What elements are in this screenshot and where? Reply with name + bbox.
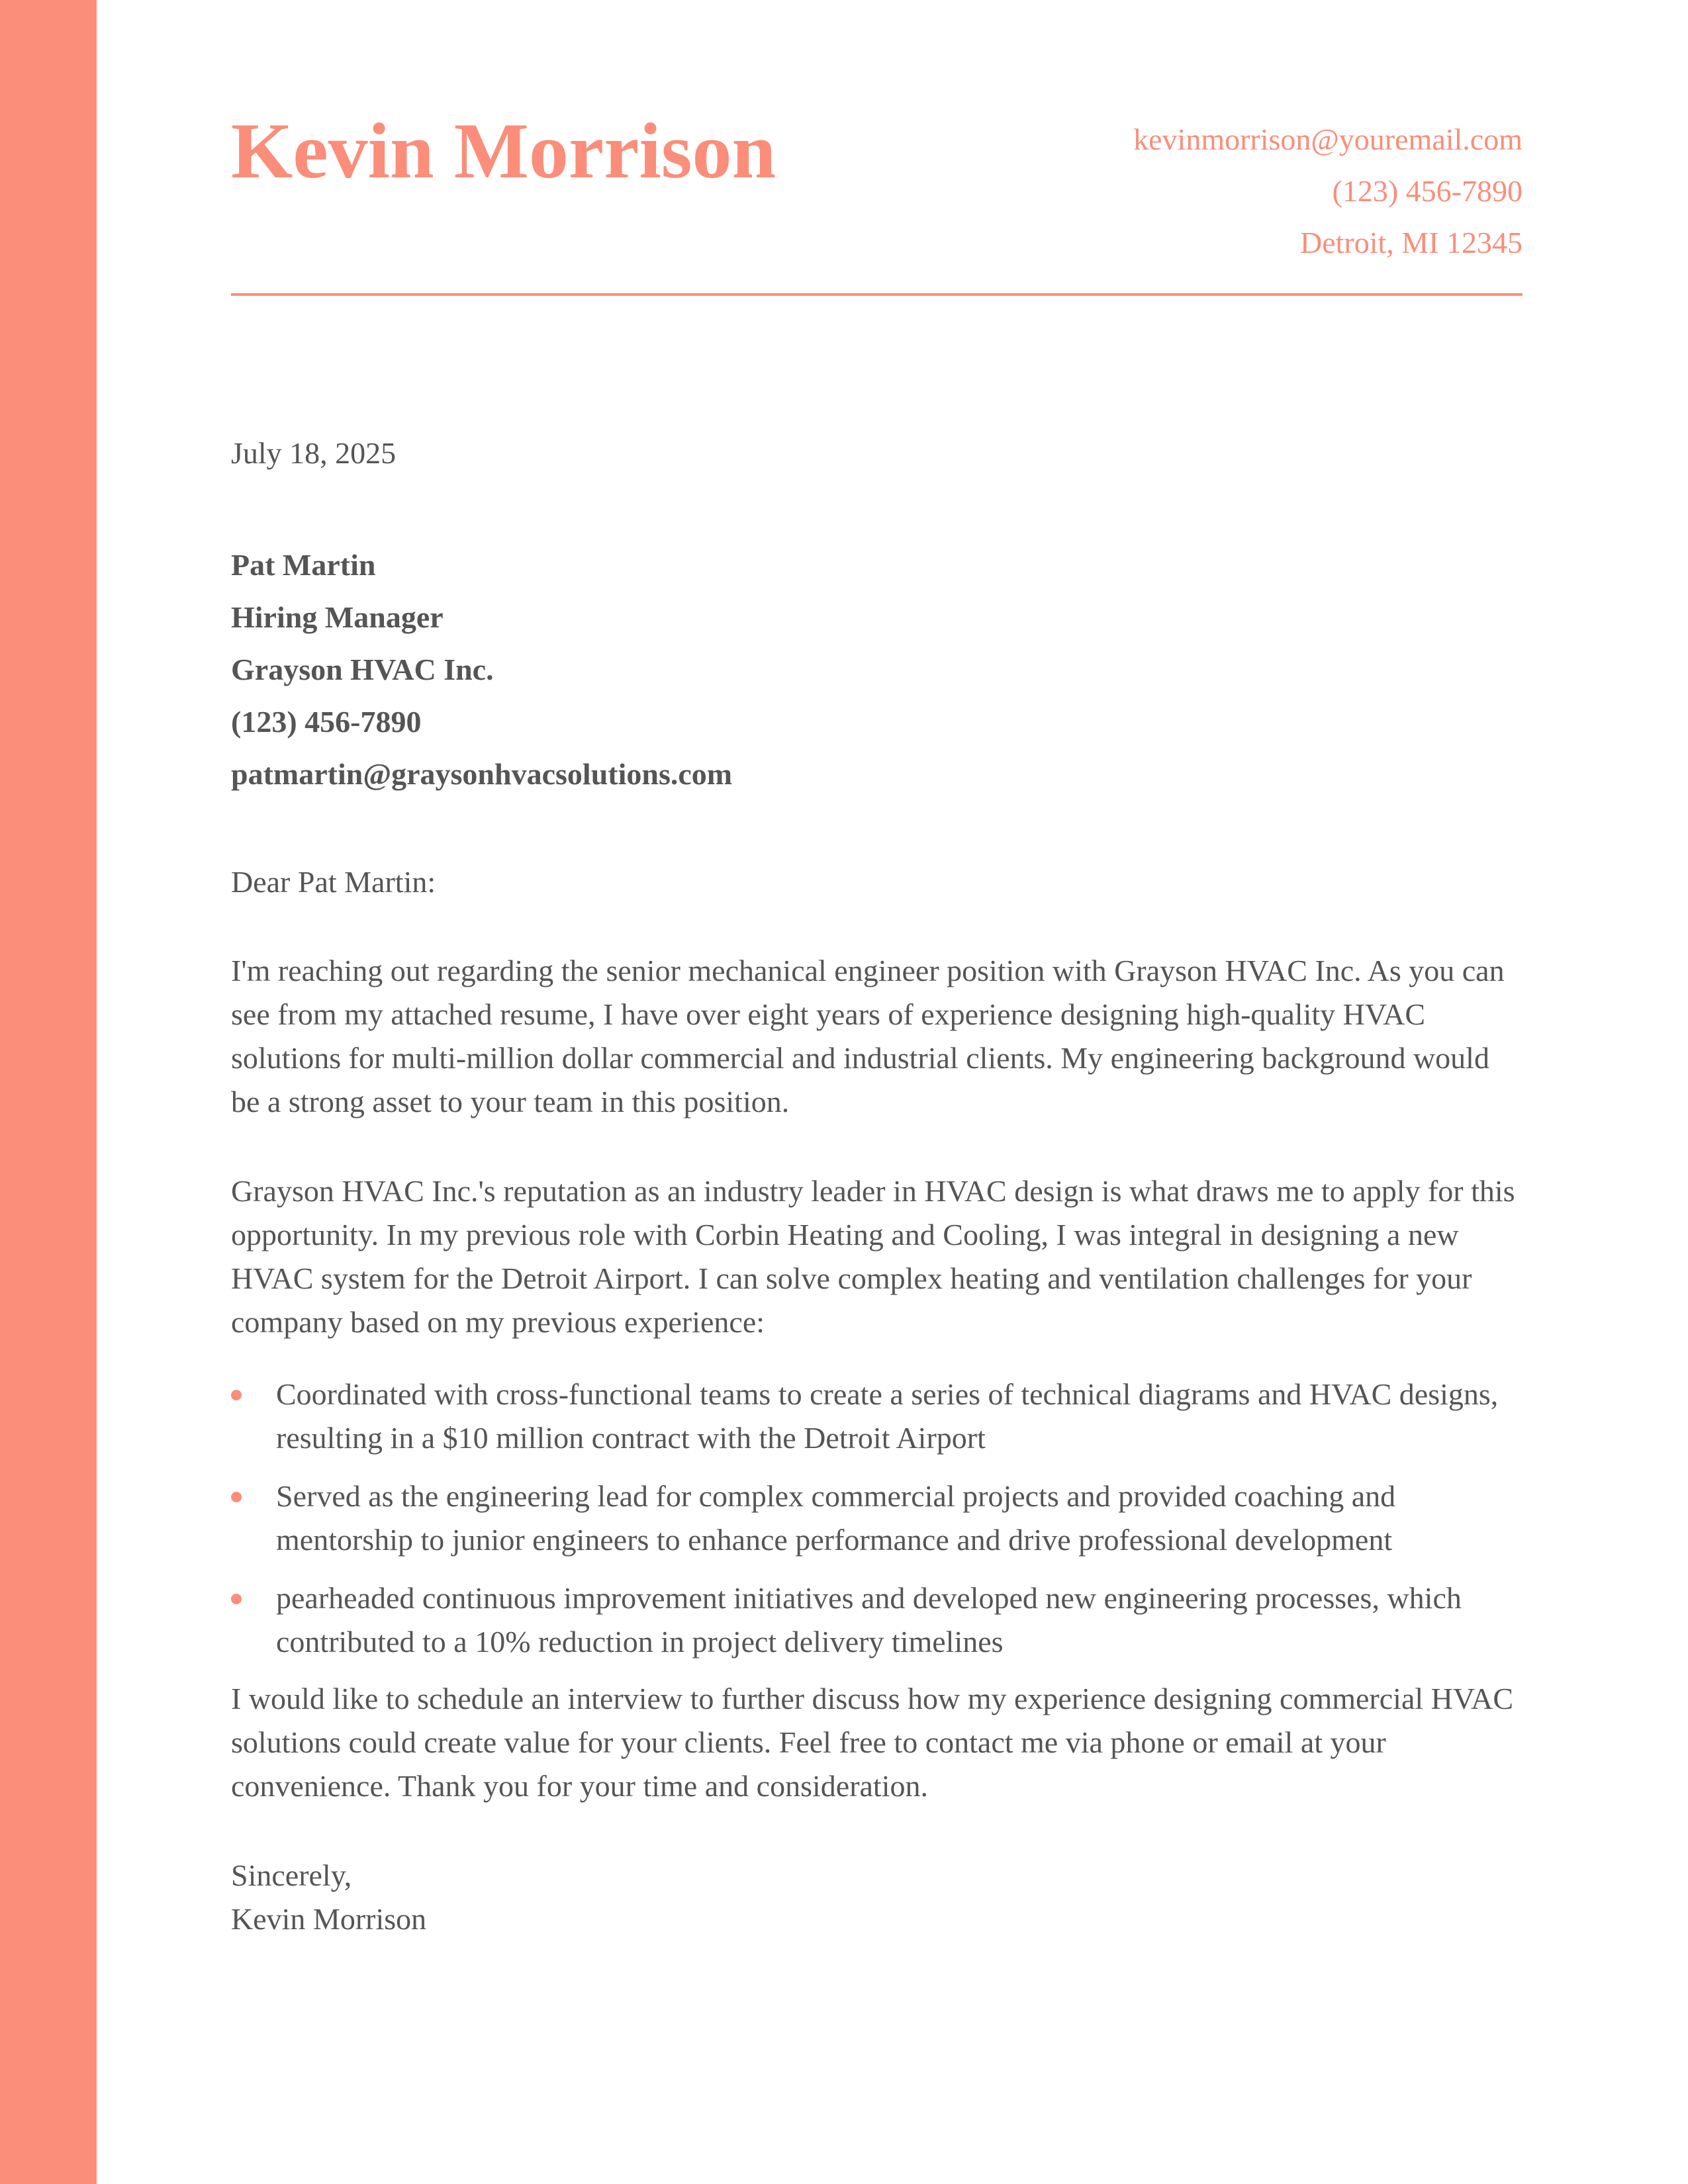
list-item: [231, 1475, 1523, 1562]
paragraph-intro: I'm reaching out regarding the senior mechanical engineer position with Grayson HVAC Inc. As you can see from my attached resume, I have over eight years of experience designing high-quality HVAC solutions for multi-million dollar commercial and industrial clients. My engineering background would be a strong asset to your team in this position.: [231, 954, 1505, 1118]
sender-contact: [1133, 114, 1523, 269]
bullet-icon: [231, 1390, 242, 1400]
signature-name: Kevin Morrison: [231, 1902, 427, 1936]
sender-name: Kevin Morrison: [231, 107, 776, 195]
paragraph-motivation: Grayson HVAC Inc.'s reputation as an industry leader in HVAC design is what draws me to apply for this opportunity. In my previous role with Corbin Heating and Cooling, I was integral in designing a new HVAC system for the Detroit Airport. I can solve complex heating and ventilation challenges for your company based on my previous experience:: [231, 1174, 1515, 1339]
achievement-text: Coordinated with cross-functional teams to create a series of technical diagrams and HVAC designs, resulting in a $10 million contract with the Detroit Airport: [276, 1377, 1499, 1455]
recipient-company: Grayson HVAC Inc.: [231, 653, 494, 686]
achievement-text: pearheaded continuous improvement initiatives and developed new engineering processes, which contributed to a 10% reduction in project delivery timelines: [276, 1581, 1462, 1659]
recipient-title: Hiring Manager: [231, 600, 444, 634]
signoff: Sincerely,: [231, 1858, 352, 1892]
closing-block: [231, 1854, 426, 1941]
sender-phone: (123) 456-7890: [1332, 174, 1523, 208]
cover-letter-page: [231, 0, 1523, 1936]
achievement-text: Served as the engineering lead for complex commercial projects and provided coaching and mentorship to junior engineers to enhance performance and drive professional development: [276, 1479, 1396, 1557]
bullet-icon: [231, 1492, 242, 1502]
recipient-email: patmartin@graysonhvacsolutions.com: [231, 757, 733, 791]
list-item: [231, 1576, 1523, 1664]
salutation: Dear Pat Martin:: [231, 865, 436, 899]
recipient-phone: (123) 456-7890: [231, 705, 422, 739]
list-item: [231, 1373, 1523, 1460]
achievement-list: [231, 1373, 1523, 1678]
bullet-icon: [231, 1594, 242, 1604]
sender-location: Detroit, MI 12345: [1299, 226, 1523, 259]
paragraph-closing: I would like to schedule an interview to further discuss how my experience designing commercial HVAC solutions could create value for your clients. Feel free to contact me via phone or email at your convenience. Thank you for your time and consideration.: [231, 1682, 1514, 1803]
recipient-block: [231, 539, 732, 800]
letter-date: July 18, 2025: [231, 436, 397, 470]
sender-email: kevinmorrison@youremail.com: [1133, 122, 1523, 156]
letter-header: [231, 0, 1523, 298]
header-divider: [231, 293, 1523, 296]
accent-side-bar: [0, 0, 97, 2184]
recipient-name: Pat Martin: [231, 548, 376, 582]
